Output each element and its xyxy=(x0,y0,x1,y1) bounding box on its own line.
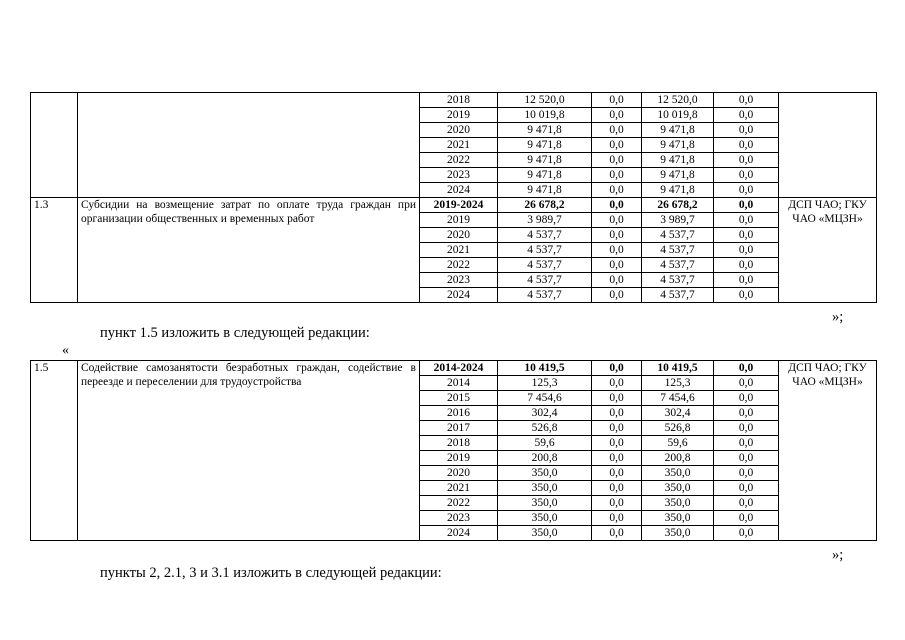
other-sources-cell: 0,0 xyxy=(714,183,779,198)
regional-budget-cell: 10 419,5 xyxy=(642,361,714,376)
federal-budget-cell: 0,0 xyxy=(592,123,642,138)
other-sources-cell: 0,0 xyxy=(714,168,779,183)
other-sources-cell: 0,0 xyxy=(714,511,779,526)
year-cell: 2018 xyxy=(420,436,498,451)
item-description-cell: Содействие самозанятости безработных граждан, содействие в переезде и переселении для трудоустройства xyxy=(78,361,420,541)
program-table-continued xyxy=(30,92,877,303)
federal-budget-cell: 0,0 xyxy=(592,391,642,406)
other-sources-cell: 0,0 xyxy=(714,406,779,421)
closing-quote-mark: »; xyxy=(832,309,844,325)
regional-budget-cell: 526,8 xyxy=(642,421,714,436)
closing-quote-mark: »; xyxy=(832,547,844,563)
federal-budget-cell: 0,0 xyxy=(592,138,642,153)
other-sources-cell: 0,0 xyxy=(714,376,779,391)
other-sources-cell: 0,0 xyxy=(714,93,779,108)
program-table-item-1-5 xyxy=(30,360,877,541)
item-number-cell: 1.3 xyxy=(31,198,78,303)
total-cell: 9 471,8 xyxy=(498,123,592,138)
total-cell: 9 471,8 xyxy=(498,168,592,183)
regional-budget-cell: 350,0 xyxy=(642,481,714,496)
federal-budget-cell: 0,0 xyxy=(592,406,642,421)
federal-budget-cell: 0,0 xyxy=(592,526,642,541)
year-cell: 2021 xyxy=(420,481,498,496)
year-cell: 2020 xyxy=(420,228,498,243)
regional-budget-cell: 26 678,2 xyxy=(642,198,714,213)
regional-budget-cell: 4 537,7 xyxy=(642,288,714,303)
total-cell: 4 537,7 xyxy=(498,243,592,258)
federal-budget-cell: 0,0 xyxy=(592,168,642,183)
federal-budget-cell: 0,0 xyxy=(592,481,642,496)
year-cell: 2015 xyxy=(420,391,498,406)
item-description-cell: Субсидии на возмещение затрат по оплате труда граждан при организации общественных и временных работ xyxy=(78,198,420,303)
regional-budget-cell: 350,0 xyxy=(642,526,714,541)
regional-budget-cell: 9 471,8 xyxy=(642,168,714,183)
year-cell: 2024 xyxy=(420,526,498,541)
total-cell: 9 471,8 xyxy=(498,138,592,153)
regional-budget-cell: 350,0 xyxy=(642,466,714,481)
total-cell: 10 419,5 xyxy=(498,361,592,376)
regional-budget-cell: 12 520,0 xyxy=(642,93,714,108)
executor-cell: ДСП ЧАО; ГКУ ЧАО «МЦЗН» xyxy=(779,361,877,541)
regional-budget-cell: 4 537,7 xyxy=(642,273,714,288)
federal-budget-cell: 0,0 xyxy=(592,496,642,511)
year-cell: 2024 xyxy=(420,183,498,198)
year-cell: 2020 xyxy=(420,123,498,138)
regional-budget-cell: 3 989,7 xyxy=(642,213,714,228)
item-number-cell xyxy=(31,93,78,198)
year-cell: 2018 xyxy=(420,93,498,108)
other-sources-cell: 0,0 xyxy=(714,481,779,496)
year-cell: 2021 xyxy=(420,243,498,258)
regional-budget-cell: 302,4 xyxy=(642,406,714,421)
federal-budget-cell: 0,0 xyxy=(592,451,642,466)
year-cell: 2020 xyxy=(420,466,498,481)
federal-budget-cell: 0,0 xyxy=(592,198,642,213)
year-cell: 2019 xyxy=(420,213,498,228)
regional-budget-cell: 9 471,8 xyxy=(642,123,714,138)
total-cell: 26 678,2 xyxy=(498,198,592,213)
federal-budget-cell: 0,0 xyxy=(592,436,642,451)
regional-budget-cell: 59,6 xyxy=(642,436,714,451)
year-cell: 2019-2024 xyxy=(420,198,498,213)
other-sources-cell: 0,0 xyxy=(714,213,779,228)
other-sources-cell: 0,0 xyxy=(714,421,779,436)
other-sources-cell: 0,0 xyxy=(714,391,779,406)
regional-budget-cell: 9 471,8 xyxy=(642,183,714,198)
table-row xyxy=(31,361,877,376)
year-cell: 2017 xyxy=(420,421,498,436)
year-cell: 2021 xyxy=(420,138,498,153)
federal-budget-cell: 0,0 xyxy=(592,288,642,303)
other-sources-cell: 0,0 xyxy=(714,466,779,481)
regional-budget-cell: 4 537,7 xyxy=(642,258,714,273)
other-sources-cell: 0,0 xyxy=(714,153,779,168)
year-cell: 2022 xyxy=(420,496,498,511)
table-row xyxy=(31,93,877,108)
year-cell: 2016 xyxy=(420,406,498,421)
year-cell: 2019 xyxy=(420,108,498,123)
total-cell: 526,8 xyxy=(498,421,592,436)
total-cell: 9 471,8 xyxy=(498,153,592,168)
regional-budget-cell: 9 471,8 xyxy=(642,153,714,168)
year-cell: 2014 xyxy=(420,376,498,391)
federal-budget-cell: 0,0 xyxy=(592,183,642,198)
table-row xyxy=(31,198,877,213)
total-cell: 12 520,0 xyxy=(498,93,592,108)
federal-budget-cell: 0,0 xyxy=(592,466,642,481)
other-sources-cell: 0,0 xyxy=(714,198,779,213)
regional-budget-cell: 4 537,7 xyxy=(642,243,714,258)
federal-budget-cell: 0,0 xyxy=(592,258,642,273)
amendment-paragraph: пункты 2, 2.1, 3 и 3.1 изложить в следующей редакции: xyxy=(100,565,442,581)
year-cell: 2014-2024 xyxy=(420,361,498,376)
year-cell: 2023 xyxy=(420,168,498,183)
total-cell: 9 471,8 xyxy=(498,183,592,198)
year-cell: 2023 xyxy=(420,511,498,526)
federal-budget-cell: 0,0 xyxy=(592,108,642,123)
other-sources-cell: 0,0 xyxy=(714,228,779,243)
regional-budget-cell: 125,3 xyxy=(642,376,714,391)
year-cell: 2022 xyxy=(420,153,498,168)
total-cell: 10 019,8 xyxy=(498,108,592,123)
federal-budget-cell: 0,0 xyxy=(592,93,642,108)
regional-budget-cell: 350,0 xyxy=(642,511,714,526)
total-cell: 4 537,7 xyxy=(498,273,592,288)
regional-budget-cell: 350,0 xyxy=(642,496,714,511)
other-sources-cell: 0,0 xyxy=(714,288,779,303)
other-sources-cell: 0,0 xyxy=(714,258,779,273)
regional-budget-cell: 9 471,8 xyxy=(642,138,714,153)
federal-budget-cell: 0,0 xyxy=(592,213,642,228)
other-sources-cell: 0,0 xyxy=(714,451,779,466)
total-cell: 350,0 xyxy=(498,496,592,511)
federal-budget-cell: 0,0 xyxy=(592,273,642,288)
item-number-cell: 1.5 xyxy=(31,361,78,541)
federal-budget-cell: 0,0 xyxy=(592,153,642,168)
opening-quote-mark: « xyxy=(62,343,69,358)
other-sources-cell: 0,0 xyxy=(714,526,779,541)
federal-budget-cell: 0,0 xyxy=(592,511,642,526)
total-cell: 125,3 xyxy=(498,376,592,391)
total-cell: 4 537,7 xyxy=(498,288,592,303)
total-cell: 350,0 xyxy=(498,466,592,481)
federal-budget-cell: 0,0 xyxy=(592,376,642,391)
regional-budget-cell: 4 537,7 xyxy=(642,228,714,243)
total-cell: 350,0 xyxy=(498,526,592,541)
total-cell: 302,4 xyxy=(498,406,592,421)
total-cell: 350,0 xyxy=(498,481,592,496)
federal-budget-cell: 0,0 xyxy=(592,361,642,376)
year-cell: 2024 xyxy=(420,288,498,303)
other-sources-cell: 0,0 xyxy=(714,138,779,153)
total-cell: 59,6 xyxy=(498,436,592,451)
amendment-paragraph: пункт 1.5 изложить в следующей редакции: xyxy=(100,325,370,341)
executor-cell: ДСП ЧАО; ГКУ ЧАО «МЦЗН» xyxy=(779,198,877,303)
total-cell: 4 537,7 xyxy=(498,228,592,243)
regional-budget-cell: 10 019,8 xyxy=(642,108,714,123)
federal-budget-cell: 0,0 xyxy=(592,243,642,258)
federal-budget-cell: 0,0 xyxy=(592,228,642,243)
other-sources-cell: 0,0 xyxy=(714,361,779,376)
item-description-cell xyxy=(78,93,420,198)
other-sources-cell: 0,0 xyxy=(714,496,779,511)
year-cell: 2023 xyxy=(420,273,498,288)
total-cell: 350,0 xyxy=(498,511,592,526)
other-sources-cell: 0,0 xyxy=(714,273,779,288)
other-sources-cell: 0,0 xyxy=(714,123,779,138)
total-cell: 3 989,7 xyxy=(498,213,592,228)
other-sources-cell: 0,0 xyxy=(714,436,779,451)
total-cell: 4 537,7 xyxy=(498,258,592,273)
regional-budget-cell: 200,8 xyxy=(642,451,714,466)
total-cell: 7 454,6 xyxy=(498,391,592,406)
other-sources-cell: 0,0 xyxy=(714,108,779,123)
total-cell: 200,8 xyxy=(498,451,592,466)
executor-cell xyxy=(779,93,877,198)
other-sources-cell: 0,0 xyxy=(714,243,779,258)
year-cell: 2022 xyxy=(420,258,498,273)
federal-budget-cell: 0,0 xyxy=(592,421,642,436)
year-cell: 2019 xyxy=(420,451,498,466)
regional-budget-cell: 7 454,6 xyxy=(642,391,714,406)
